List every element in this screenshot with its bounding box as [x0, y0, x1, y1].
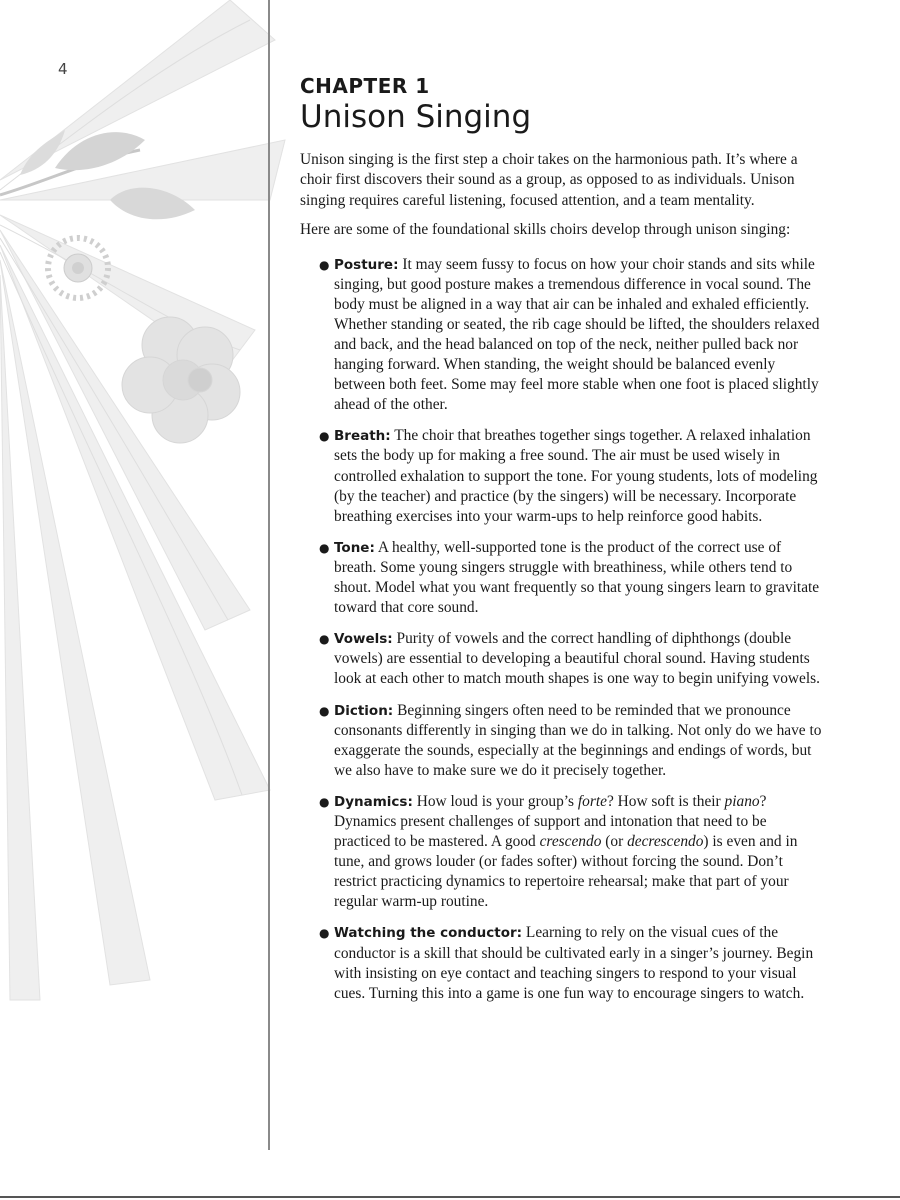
bullet-dot-icon: ●: [319, 926, 330, 941]
skills-list: [300, 255, 826, 1004]
skill-text-part: How loud is your group’s: [416, 792, 578, 810]
skill-item-tone: [319, 538, 826, 618]
skill-term: Posture:: [334, 256, 399, 273]
skill-term: Tone:: [334, 539, 375, 556]
skill-item-dynamics: [319, 792, 826, 913]
page-bottom-edge: [0, 1196, 900, 1198]
skill-term: Diction:: [334, 702, 394, 719]
bullet-dot-icon: ●: [319, 429, 330, 444]
skill-term: Vowels:: [334, 631, 393, 648]
skill-term: Breath:: [334, 428, 391, 445]
skill-text-part: ? Dynamics present challenges of support and intonation that need to be practiced to be mastered. A good: [334, 792, 767, 851]
skill-text: Purity of vowels and the correct handling of diphthongs (double vowels) are essential to developing a beautiful choral sound. Having students look at each other to match mouth shapes is one way to begin unifying vowels.: [334, 630, 820, 688]
chapter-label: CHAPTER 1: [300, 74, 430, 98]
bullet-dot-icon: ●: [319, 703, 330, 718]
intro-paragraph: Here are some of the foundational skills choirs develop through unison singing:: [300, 221, 791, 239]
intro-paragraph: Unison singing is the first step a choir takes on the harmonious path. It’s where a choir first discovers their sound as a group, as opposed to as individuals. Unison singing requires careful listening, focused attention, and a team mentality.: [300, 151, 798, 209]
skill-item-diction: [319, 701, 826, 781]
bullet-dot-icon: ●: [319, 794, 330, 809]
bullet-dot-icon: ●: [319, 632, 330, 647]
skill-text-italic: crescendo: [539, 833, 602, 851]
skill-item-posture: [319, 255, 826, 416]
skill-text-italic: forte: [577, 792, 607, 810]
skill-text: Beginning singers often need to be reminded that we pronounce consonants differently in singing than we do in talking. Not only do we have to exaggerate the sounds, especially at the beginnings and endings of words, but we also have to make sure we do it precisely together.: [334, 701, 822, 779]
skill-term: Watching the conductor:: [334, 925, 523, 942]
skill-text-part: (or: [601, 833, 628, 851]
skill-text-italic: piano: [724, 792, 760, 810]
skill-text-part: ? How soft is their: [606, 792, 725, 810]
page-number: 4: [58, 60, 68, 78]
chapter-title: Unison Singing: [300, 99, 532, 135]
skill-text: Learning to rely on the visual cues of the conductor is a skill that should be cultivated early in a singer’s journey. Begin with insisting on eye contact and teaching singers to respond to your visual cues. Turning this into a game is one fun way to encourage singers to watch.: [334, 924, 814, 1002]
bullet-dot-icon: ●: [319, 540, 330, 555]
main-content: [300, 74, 826, 1015]
skill-text: The choir that breathes together sings together. A relaxed inhalation sets the body up for making a free sound. The air must be used wisely in controlled exhalation to support the tone. For young students, lots of modeling (by the teacher) and practice (by the singers) will be necessary. Incorporate breathing exercises into your warm-ups to help reinforce good habits.: [334, 427, 818, 525]
skill-item-watching-conductor: [319, 923, 826, 1003]
skill-item-vowels: [319, 629, 826, 689]
floral-ray-illustration: [0, 0, 300, 1200]
bullet-dot-icon: ●: [319, 257, 330, 272]
skill-item-breath: [319, 426, 826, 526]
large-flower-icon: [122, 317, 240, 443]
skill-term: Dynamics:: [334, 793, 413, 810]
skill-text: A healthy, well-supported tone is the product of the correct use of breath. Some young singers struggle with breathiness, while others tend to shout. Model what you want frequently so that young singers learn to gravitate toward that core sound.: [334, 538, 820, 617]
skill-text: It may seem fussy to focus on how your choir stands and sits while singing, but good posture makes a tremendous difference in vocal sound. The body must be aligned in a way that air can be inhaled and exhaled efficiently. Whether standing or seated, the rib cage should be lifted, the shoulders relaxed and back, and the head balanced on top of the neck, neither pulled back nor hanging forward. When standing, the weight should be balanced evenly between both feet. Some may feel more stable when one foot is placed slightly ahead of the other.: [334, 255, 820, 414]
skill-text-part: ) is even and in tune, and grows louder (or fades softer) without forcing the sound. Don’t restrict practicing dynamics to repertoire rehearsal; make that part of your regular warm-up routine.: [334, 833, 798, 911]
skill-text-italic: decrescendo: [627, 833, 704, 851]
margin-rule: [268, 0, 270, 1150]
